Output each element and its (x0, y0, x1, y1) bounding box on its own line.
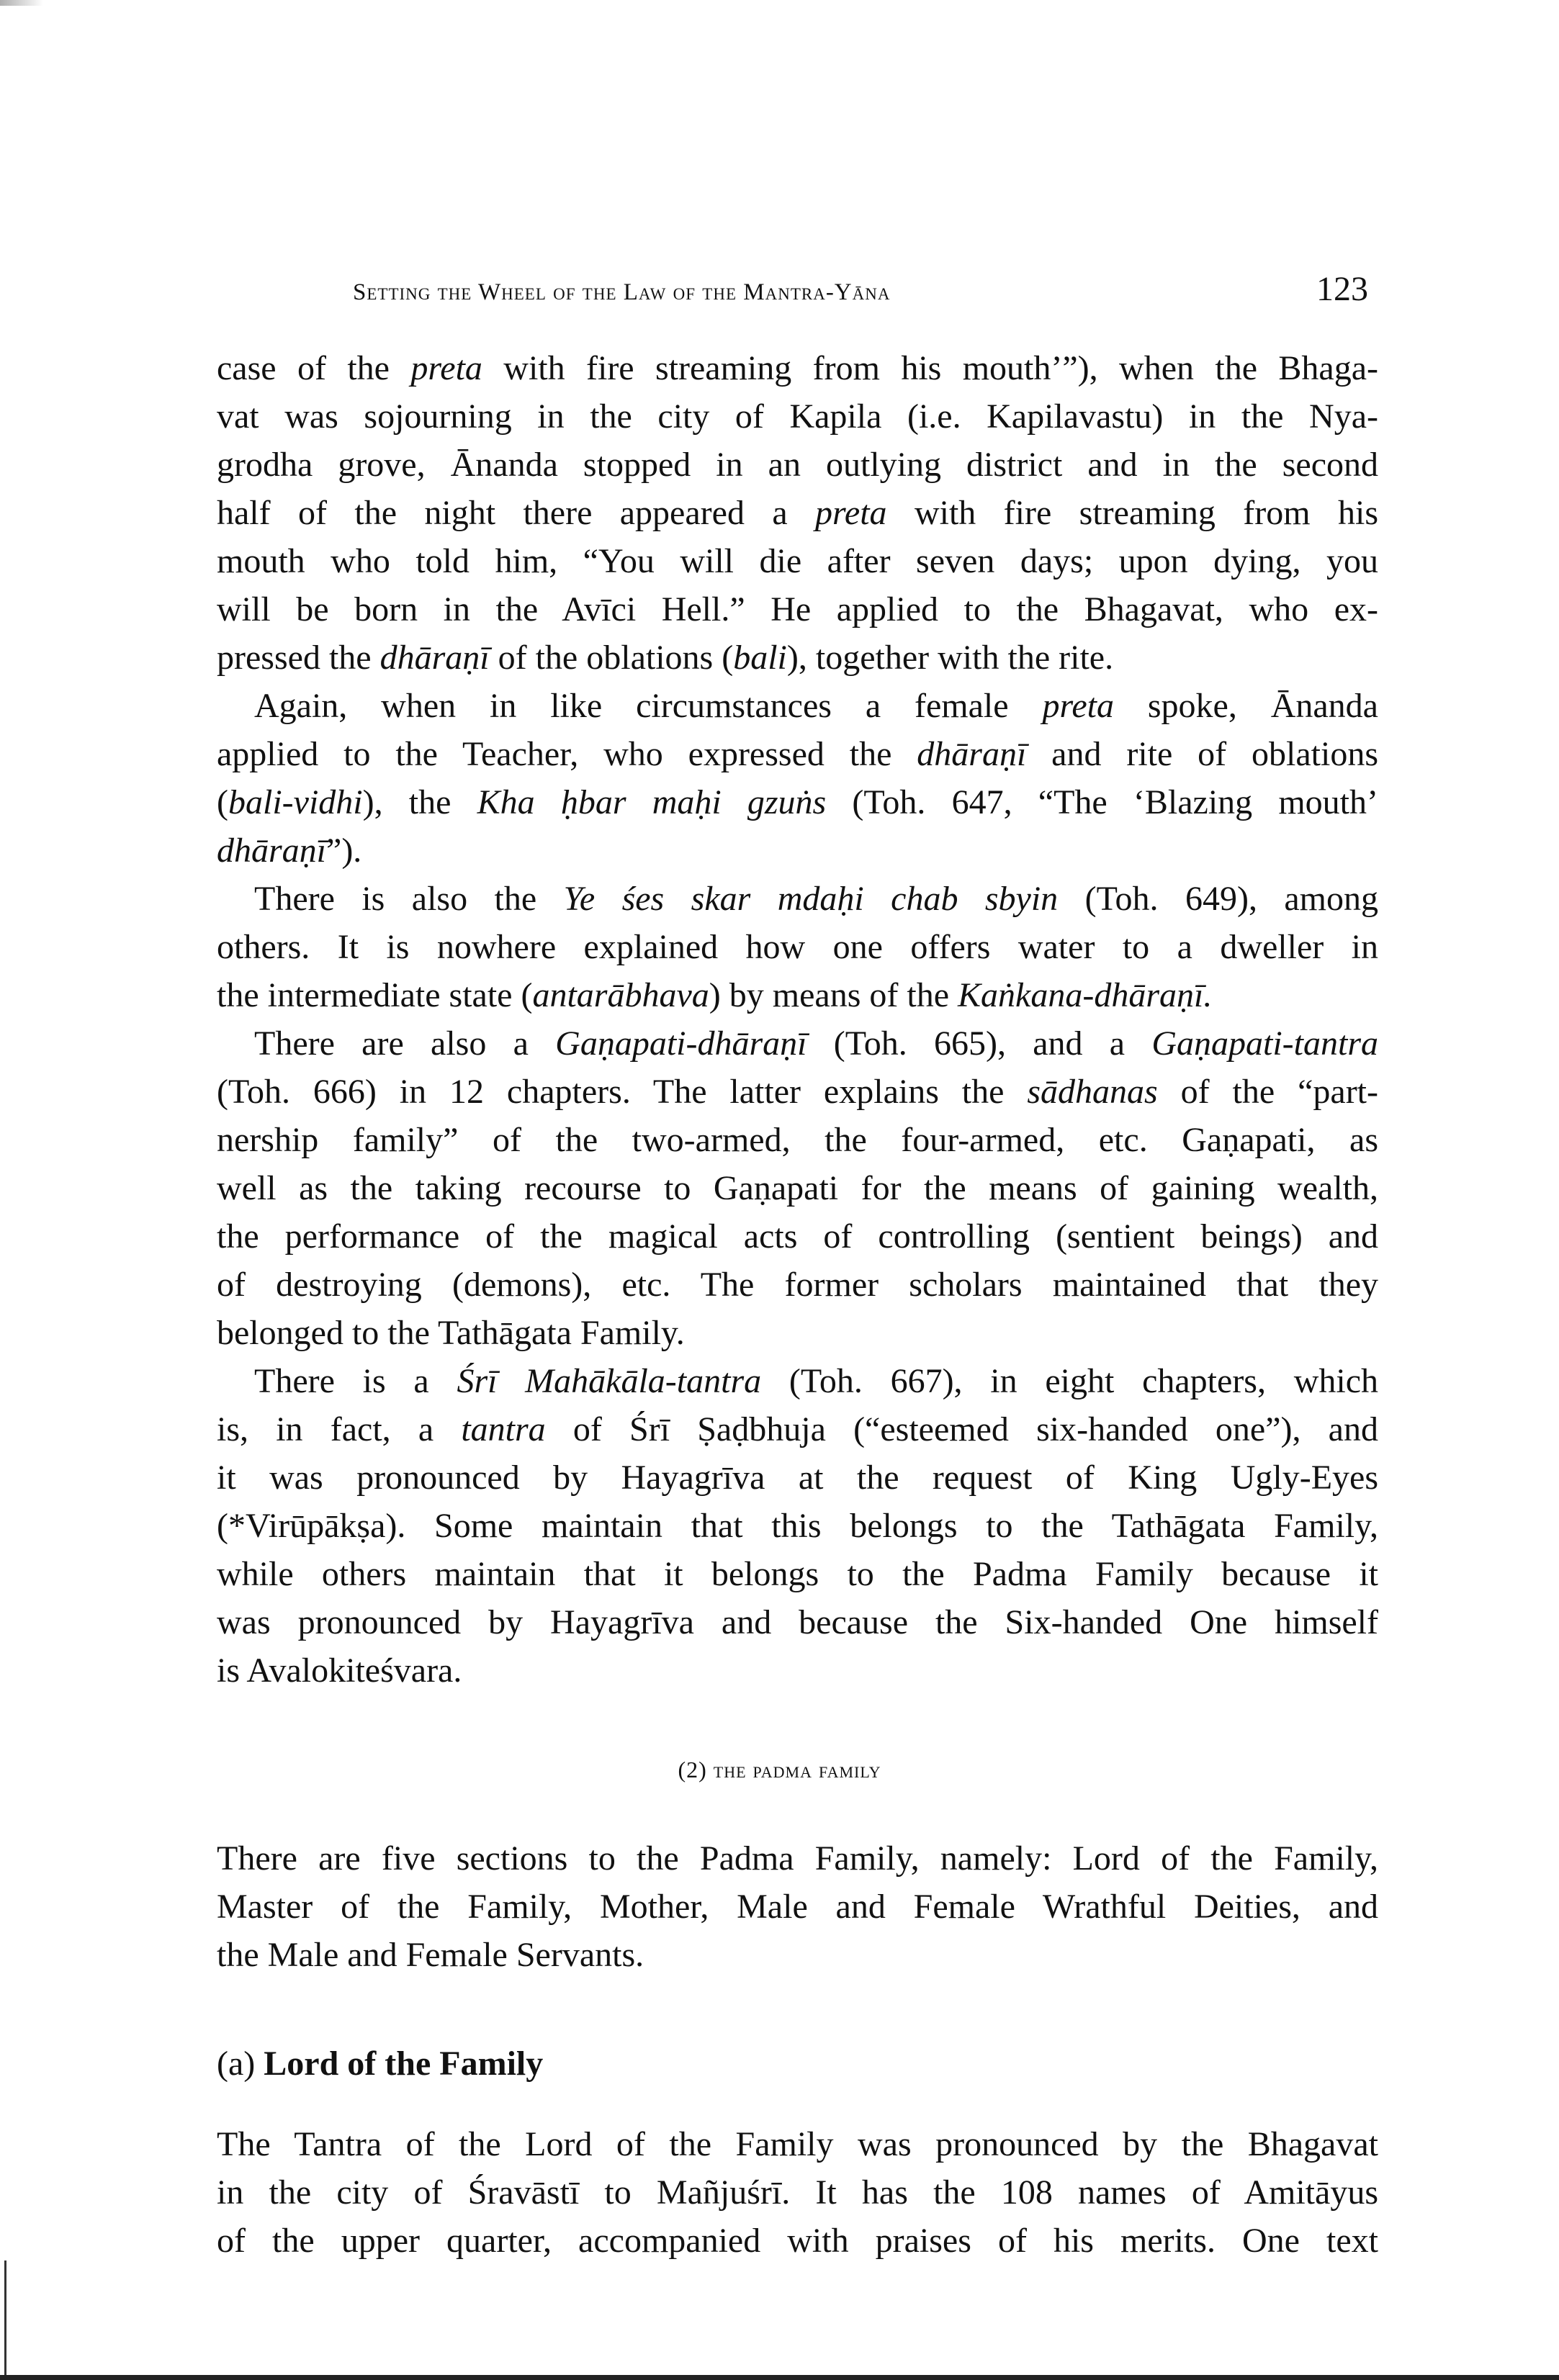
text-line (217, 634, 1378, 682)
italic-term: sādhanas (1027, 1073, 1158, 1111)
italic-term: preta (815, 494, 887, 532)
text-run: of the oblations ( (489, 639, 734, 677)
text-run: of the “part- (1157, 1073, 1378, 1111)
text-run: ), together with the rite. (786, 639, 1114, 677)
text-line (217, 1164, 1378, 1212)
text-line (217, 1453, 1378, 1502)
page-number: 123 (1316, 270, 1368, 308)
text-line (217, 923, 1378, 971)
bold-heading-text: Lord of the Family (264, 2045, 544, 2083)
text-line (217, 971, 1378, 1019)
text-line (217, 1550, 1378, 1598)
text-run: There are five sections to the Padma Family, namely: Lord of the Family, (217, 1839, 1378, 1878)
text-run: There are also a (254, 1024, 556, 1063)
text-run: (Toh. 666) in 12 chapters. The latter explains the (217, 1073, 1028, 1111)
subsection-heading (217, 2039, 1378, 2088)
text-run: belonged to the Tathāgata Family. (217, 1314, 685, 1352)
text-line (217, 392, 1378, 441)
text-line (217, 1116, 1378, 1164)
text-line (217, 1019, 1378, 1068)
text-run: There is also the (254, 880, 564, 918)
text-run: was pronounced by Hayagrīva and because the Six-handed One himself (217, 1603, 1378, 1641)
text-run: is, in fact, a (217, 1410, 462, 1448)
scan-edge-left (4, 2260, 6, 2376)
text-line (217, 1357, 1378, 1405)
italic-term: antarābhava (532, 976, 709, 1014)
text-run: of the upper quarter, accompanied with praises of his merits. One text (217, 2222, 1378, 2260)
text-run: of Śrī Ṣaḍbhuja (“esteemed six-handed one”), and (545, 1410, 1378, 1448)
text-run: Again, when in like circumstances a female (254, 687, 1043, 725)
italic-term: Śrī Mahākāla-tantra (457, 1362, 762, 1400)
text-line (217, 1834, 1378, 1883)
text-run: (Toh. 665), and a (807, 1024, 1152, 1063)
italic-term: Ye śes skar mdaḥi chab sbyin (563, 880, 1059, 918)
text-run: Master of the Family, Mother, Male and Female Wrathful Deities, and (217, 1888, 1378, 1926)
text-line (217, 826, 1378, 875)
italic-term: dhāraṇī (217, 831, 327, 870)
text-run: ) by means of the (709, 976, 958, 1014)
text-run: will be born in the Avīci Hell.” He applied to the Bhagavat, who ex- (217, 590, 1378, 628)
running-head (216, 270, 1378, 318)
section-heading: (2) the padma family (678, 1757, 881, 1782)
text-run: others. It is nowhere explained how one offers water to a dweller in (217, 928, 1378, 966)
text-run: well as the taking recourse to Gaṇapati for the means of gaining wealth, (217, 1169, 1378, 1207)
body-text-lord-of-family (217, 2120, 1378, 2265)
text-run: (*Virūpākṣa). Some maintain that this belongs to the Tathāgata Family, (217, 1507, 1378, 1545)
text-line (217, 2168, 1378, 2217)
text-line (217, 585, 1378, 634)
text-run: (Toh. 647, “The ‘Blazing mouth’ (826, 783, 1379, 821)
text-run: ), the (362, 783, 477, 821)
italic-term: Gaṇapati-dhāraṇī (555, 1024, 807, 1063)
text-run: grodha grove, Ānanda stopped in an outlying district and in the second (217, 446, 1378, 484)
text-run: the Male and Female Servants. (217, 1936, 644, 1974)
text-run: The Tantra of the Lord of the Family was pronounced by the Bhagavat (217, 2125, 1378, 2163)
text-run: half of the night there appeared a (217, 494, 816, 532)
text-line (217, 344, 1378, 392)
text-line (217, 2120, 1378, 2168)
text-run: vat was sojourning in the city of Kapila (i.e. Kapilavastu) in the Nya- (217, 397, 1378, 436)
text-line (217, 1405, 1378, 1453)
italic-term: bali (733, 639, 787, 677)
text-line (217, 537, 1378, 585)
text-run: pressed the (217, 639, 380, 677)
running-title: Setting the Wheel of the Law of the Mantra-Yāna (353, 279, 891, 305)
text-run: nership family” of the two-armed, the four-armed, etc. Gaṇapati, as (217, 1121, 1378, 1159)
text-line (217, 1598, 1378, 1646)
italic-term: Kha ḥbar maḥi gzuṅs (477, 783, 827, 821)
italic-term: Kaṅkana-dhāraṇī. (958, 976, 1213, 1014)
text-line (217, 1646, 1378, 1695)
text-run: case of the (217, 349, 411, 387)
text-run: the intermediate state ( (217, 976, 533, 1014)
body-text-padma-intro (217, 1834, 1378, 1979)
text-run: of destroying (demons), etc. The former scholars maintained that they (217, 1266, 1378, 1304)
text-run: the performance of the magical acts of controlling (sentient beings) and (217, 1217, 1378, 1256)
text-line (217, 1883, 1378, 1931)
text-line (217, 1068, 1378, 1116)
text-line (217, 875, 1378, 923)
text-line (217, 1502, 1378, 1550)
text-run: with fire streaming from his (886, 494, 1379, 532)
text-run: in the city of Śravāstī to Mañjuśrī. It has the 108 names of Amitāyus (217, 2173, 1378, 2212)
text-line (217, 2039, 1378, 2088)
text-line (217, 730, 1378, 778)
italic-term: dhāraṇī (917, 735, 1027, 773)
text-run: (a) (217, 2045, 264, 2083)
scan-smudge (0, 0, 43, 6)
text-run: ”). (326, 831, 362, 870)
italic-term: dhāraṇī (379, 639, 490, 677)
text-line (217, 2217, 1378, 2265)
text-line (217, 1931, 1378, 1979)
text-line (217, 1309, 1378, 1357)
text-run: and rite of oblations (1026, 735, 1379, 773)
scan-edge-bottom (0, 2375, 1559, 2380)
italic-term: preta (1042, 687, 1114, 725)
text-line (217, 778, 1378, 826)
text-run: (Toh. 649), among (1058, 880, 1379, 918)
italic-term: tantra (461, 1410, 546, 1448)
italic-term: preta (410, 349, 482, 387)
text-run: with fire streaming from his mouth’”), when the Bhaga- (482, 349, 1379, 387)
text-run: There is a (254, 1362, 457, 1400)
text-run: spoke, Ānanda (1113, 687, 1378, 725)
text-run: mouth who told him, “You will die after seven days; upon dying, you (217, 542, 1378, 580)
text-run: (Toh. 667), in eight chapters, which (761, 1362, 1379, 1400)
text-run: while others maintain that it belongs to the Padma Family because it (217, 1555, 1378, 1593)
text-run: it was pronounced by Hayagrīva at the request of King Ugly-Eyes (217, 1459, 1378, 1497)
text-line (217, 1261, 1378, 1309)
text-line (217, 441, 1378, 489)
italic-term: bali-vidhi (228, 783, 363, 821)
italic-term: Gaṇapati-tantra (1151, 1024, 1378, 1063)
text-line (217, 1212, 1378, 1261)
text-run: applied to the Teacher, who expressed the (217, 735, 917, 773)
body-text-main (217, 344, 1378, 1695)
text-run: is Avalokiteśvara. (217, 1651, 462, 1690)
text-line (217, 489, 1378, 537)
text-line (217, 682, 1378, 730)
text-run: ( (217, 783, 228, 821)
